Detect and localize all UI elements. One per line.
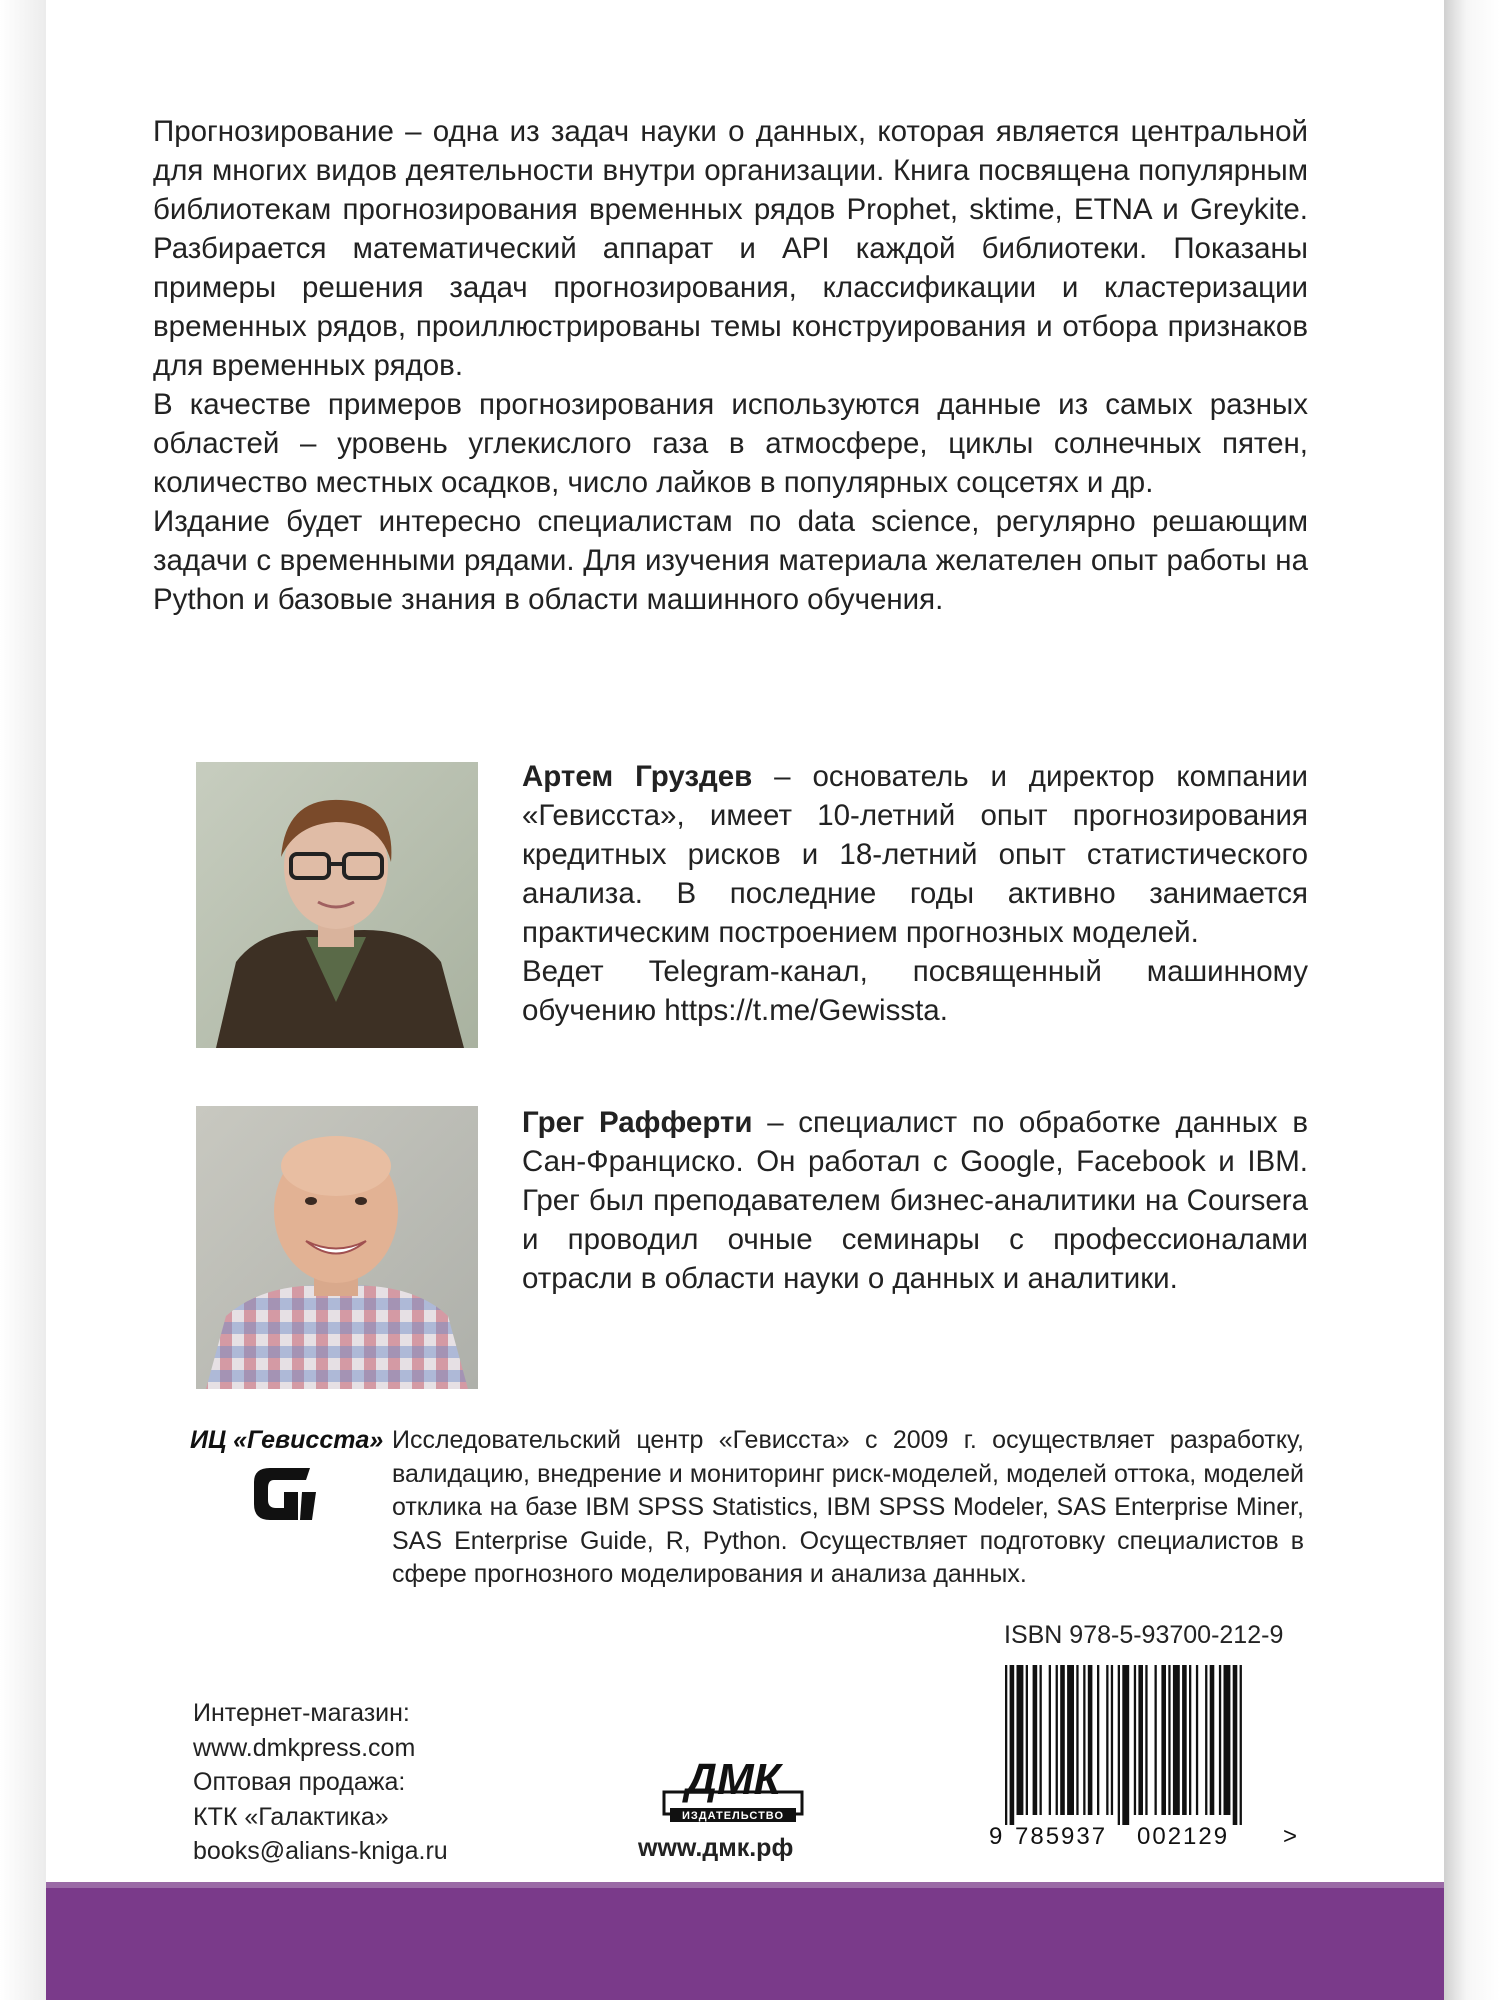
author-bio-rafferty	[522, 1103, 1308, 1298]
barcode-bar	[1033, 1665, 1038, 1815]
barcode-bar	[1040, 1665, 1042, 1815]
author-bio-text: – основатель и директор компании «Гевисста», имеет 10-летний опыт прогнозирования кредитных рисков и 18-летний опыт статистического анализа. В последние годы активно занимается практическим построением прогнозных моделей.	[522, 760, 1308, 949]
author-bio-paragraph	[522, 757, 1308, 952]
author-photo-rafferty	[196, 1106, 478, 1389]
barcode-bar	[1118, 1665, 1120, 1825]
barcode-bar	[1138, 1665, 1143, 1815]
barcode-bar	[1083, 1665, 1085, 1815]
barcode-bar	[1182, 1665, 1187, 1815]
author-extra-text: Ведет Telegram-канал, посвященный машинному обучению https://t.me/Gewissta.	[522, 955, 1308, 1027]
dmk-logo-text: ДМК	[685, 1755, 781, 1804]
barcode-bar	[1122, 1665, 1129, 1825]
shop-line: КТК «Галактика»	[193, 1802, 389, 1831]
barcode-bar	[1233, 1665, 1238, 1825]
barcode-bar	[1134, 1665, 1136, 1815]
barcode-bar	[1224, 1665, 1231, 1815]
publisher-description: Исследовательский центр «Гевисста» с 2009 г. осуществляет разработку, валидацию, внедрение и мониторинг риск-моделей, моделей оттока, моделей отклика на базе IBM SPSS Statistics, IBM SPSS Modeler, SAS Enterprise Miner, SAS Enterprise Guide, R, Python. Осуществляет подготовку специалистов в сфере прогнозного моделирования и анализа данных.	[392, 1426, 1304, 1589]
barcode-bar	[1189, 1665, 1191, 1815]
shop-line: Оптовая продажа:	[193, 1768, 406, 1796]
author-name: Артем Груздев	[522, 760, 753, 793]
barcode-right-digits: 002129	[1137, 1823, 1230, 1850]
description-paragraph-1: Прогнозирование – одна из задач науки о данных, которая является центральной для многих видов деятельности внутри организации. Книга посвящена популярным библиотекам прогнозирования временных рядов Prophet, sktime, ETNA и Greykite. Разбирается математический аппарат и API каждой библиотеки. Показаны примеры решения задач прогнозирования, классификации и кластеризации временных рядов, проиллюстрированы темы конструирования и отбора признаков для временных рядов.	[153, 115, 1308, 382]
author-photo-gruzdev	[196, 762, 478, 1048]
barcode-left-digits: 785937	[1015, 1823, 1108, 1850]
barcode-bar	[1168, 1665, 1170, 1815]
cover-left-edge	[0, 0, 46, 2000]
bottom-purple-stripe	[46, 1888, 1444, 2000]
barcode-bar	[1161, 1665, 1166, 1815]
shop-website-link: www.dmkpress.com	[193, 1733, 416, 1762]
barcode-bar	[1005, 1665, 1007, 1825]
shop-info	[193, 1696, 448, 1869]
barcode-bar	[1210, 1665, 1215, 1815]
barcode-bar	[1076, 1665, 1078, 1815]
barcode-bar	[1049, 1665, 1051, 1815]
description-paragraph-2: В качестве примеров прогнозирования используются данные из самых разных областей – уровень углекислого газа в атмосфере, циклы солнечных пятен, количество местных осадков, число лайков в популярных соцсетях и др.	[153, 388, 1308, 499]
barcode-bar	[1017, 1665, 1024, 1815]
barcode-bar	[1067, 1665, 1074, 1815]
barcode	[987, 1661, 1307, 1856]
barcode-bar	[1088, 1665, 1093, 1815]
barcode-bar	[1155, 1665, 1157, 1815]
dmk-url: www.дмк.рф	[638, 1834, 794, 1862]
isbn: ISBN 978-5-93700-212-9	[1004, 1621, 1284, 1649]
author-bio-paragraph	[522, 1103, 1308, 1298]
barcode-bar	[1196, 1665, 1198, 1815]
description-paragraph-3: Издание будет интересно специалистам по data science, регулярно решающим задачи с временными рядами. Для изучения материала желателен опыт работы на Python и базовые знания в области машинного обучения.	[153, 505, 1308, 616]
dmk-logo-subtitle: ИЗДАТЕЛЬСТВО	[681, 1810, 785, 1822]
barcode-bar	[1111, 1665, 1113, 1815]
barcode-arrow: >	[1283, 1823, 1298, 1850]
barcode-bar	[1106, 1665, 1108, 1815]
shop-email-link: books@alians-kniga.ru	[193, 1837, 448, 1865]
barcode-bar	[1240, 1665, 1242, 1825]
description	[153, 112, 1308, 619]
barcode-bar	[1010, 1665, 1015, 1825]
cover-right-edge	[1444, 0, 1500, 2000]
barcode-bar	[1205, 1665, 1207, 1815]
barcode-bar	[1219, 1665, 1221, 1815]
barcode-bar	[1056, 1665, 1058, 1815]
author-name: Грег Рафферти	[522, 1106, 753, 1139]
barcode-first-digit: 9	[989, 1823, 1003, 1850]
author-bio-text: – специалист по обработке данных в Сан-Франциско. Он работал с Google, Facebook и IBM. Грег был преподавателем бизнес-аналитики на Coursera и проводил очные семинары с профессионалами отрасли в области науки о данных и аналитики.	[522, 1106, 1308, 1295]
author-bio-gruzdev	[522, 757, 1308, 1030]
publisher-logo	[246, 1462, 322, 1529]
barcode-bar	[1173, 1665, 1180, 1815]
shop-line: Интернет-магазин:	[193, 1699, 410, 1727]
dmk-logo	[660, 1752, 806, 1833]
publisher-name: ИЦ «Гевисста»	[190, 1426, 384, 1454]
barcode-bar	[1026, 1665, 1028, 1815]
barcode-bar	[1097, 1665, 1099, 1815]
barcode-bar	[1145, 1665, 1147, 1815]
barcode-bar	[1060, 1665, 1065, 1815]
